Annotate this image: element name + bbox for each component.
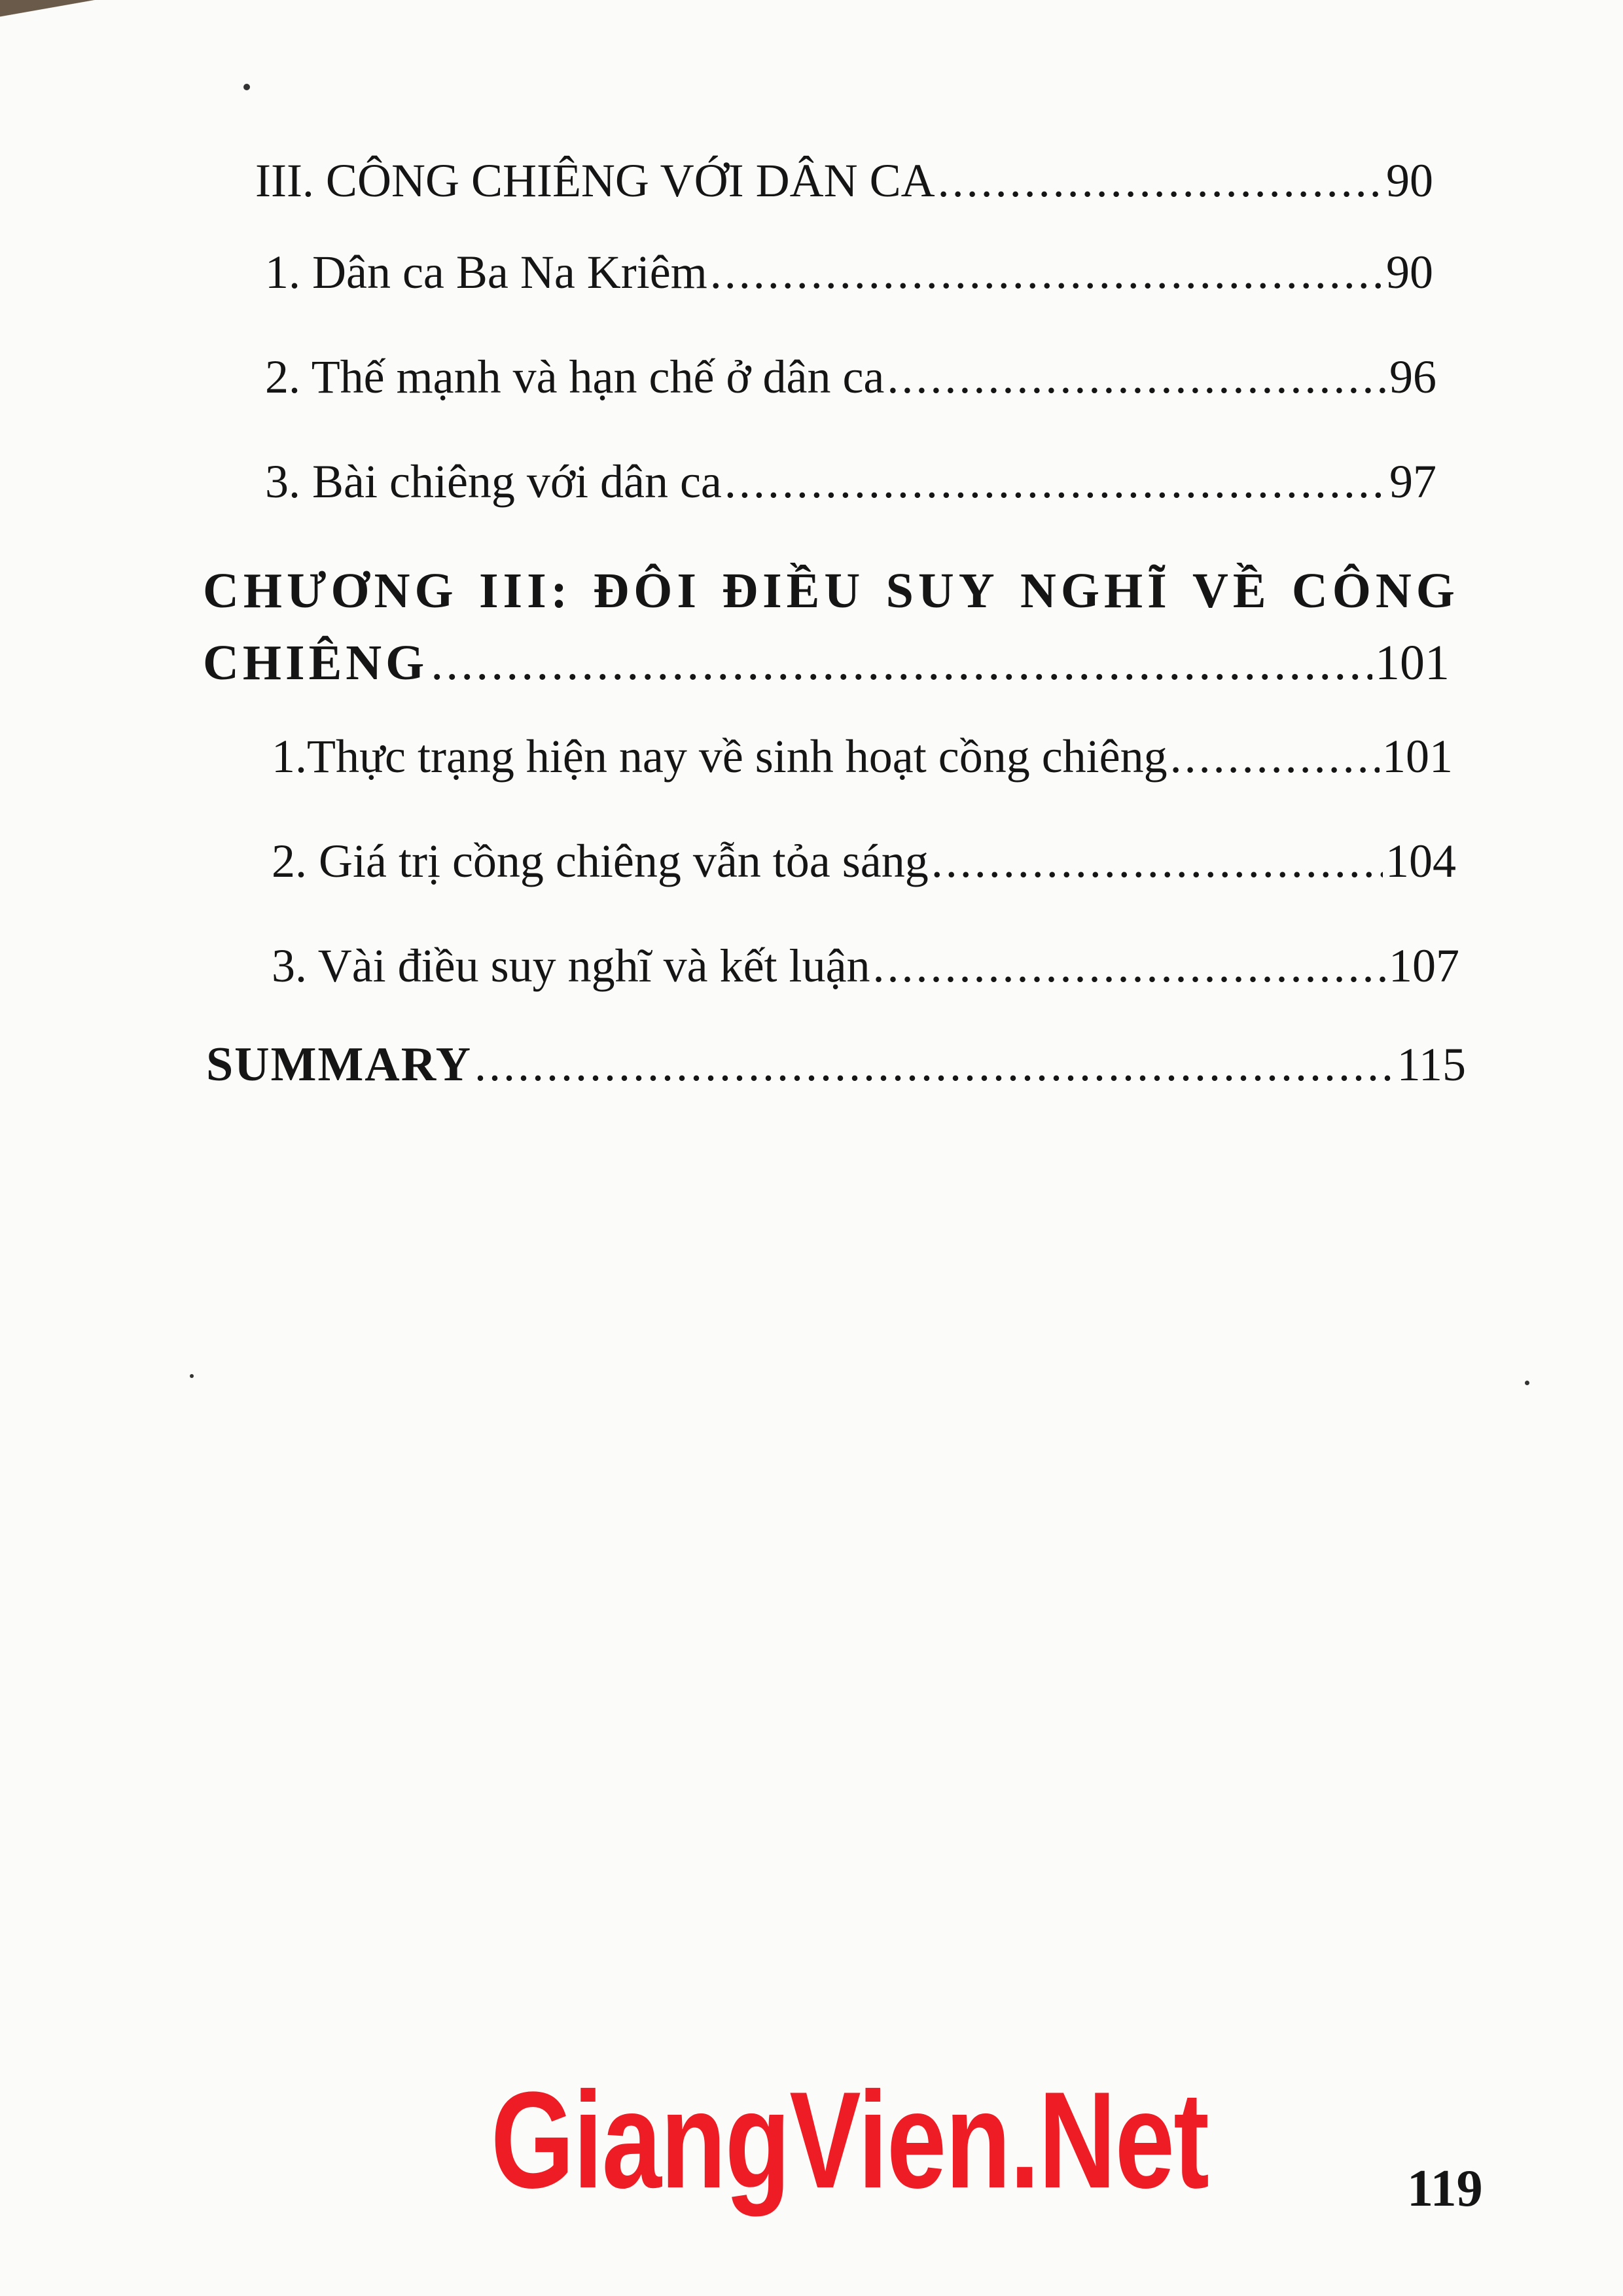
toc-entry-chapter-1[interactable] bbox=[272, 730, 1453, 783]
toc-entry-1[interactable] bbox=[265, 246, 1433, 298]
dot-leader bbox=[873, 942, 1386, 989]
toc-entry-label: 2. Giá trị cồng chiêng vẫn tỏa sáng bbox=[272, 835, 929, 887]
dot-leader bbox=[724, 458, 1387, 505]
page-corner-shadow bbox=[0, 0, 118, 26]
toc-entry-summary[interactable] bbox=[206, 1040, 1466, 1089]
chapter-word: NGHĨ bbox=[1020, 563, 1171, 618]
chapter-word: CHƯƠNG bbox=[203, 563, 458, 618]
stray-dot bbox=[1525, 1381, 1529, 1385]
toc-entry-label: 3. Vài điều suy nghĩ và kết luận bbox=[272, 940, 870, 992]
toc-entry-label: SUMMARY bbox=[206, 1038, 473, 1091]
toc-entry-page: 101 bbox=[1382, 730, 1453, 783]
page-number: 119 bbox=[1407, 2160, 1483, 2217]
stray-dot bbox=[190, 1374, 194, 1378]
chapter-word: ĐIỀU bbox=[722, 563, 865, 618]
dot-leader bbox=[931, 838, 1383, 885]
toc-entry-label: 3. Bài chiêng với dân ca bbox=[265, 455, 722, 508]
toc-entry-page: 96 bbox=[1389, 351, 1436, 403]
chapter-word: ĐÔI bbox=[593, 563, 701, 618]
watermark-logo: GiangVien.Net bbox=[491, 2063, 1209, 2217]
toc-entry-3[interactable] bbox=[265, 455, 1436, 508]
toc-entry-chapter-3[interactable] bbox=[272, 940, 1459, 992]
toc-entry-page: 90 bbox=[1386, 246, 1433, 298]
toc-entry-chapter-iii[interactable] bbox=[203, 635, 1450, 690]
toc-entry-page: 97 bbox=[1389, 455, 1436, 508]
toc-entry-label: 2. Thế mạnh và hạn chế ở dân ca bbox=[265, 351, 885, 403]
chapter-word: III: bbox=[478, 563, 572, 618]
toc-entry-section-iii[interactable] bbox=[255, 154, 1433, 207]
chapter-word: VỀ bbox=[1192, 563, 1271, 618]
dot-leader bbox=[887, 353, 1387, 400]
toc-entry-chapter-2[interactable] bbox=[272, 835, 1456, 887]
toc-entry-page: 101 bbox=[1375, 635, 1450, 690]
toc-entry-page: 107 bbox=[1389, 940, 1459, 992]
dot-leader bbox=[938, 157, 1383, 204]
toc-entry-page: 115 bbox=[1397, 1038, 1466, 1091]
toc-entry-label: III. CÔNG CHIÊNG VỚI DÂN CA bbox=[255, 154, 935, 207]
toc-entry-2[interactable] bbox=[265, 351, 1436, 403]
chapter-heading-line1[interactable] bbox=[203, 563, 1459, 620]
dot-leader bbox=[431, 638, 1372, 688]
stray-dot bbox=[243, 84, 250, 90]
dot-leader bbox=[474, 1041, 1395, 1088]
chapter-word: SUY bbox=[885, 563, 999, 618]
dot-leader bbox=[710, 249, 1383, 296]
chapter-word: CÔNG bbox=[1291, 563, 1459, 618]
toc-entry-label: CHIÊNG bbox=[203, 635, 429, 690]
bleed-through bbox=[196, 1243, 1440, 1282]
toc-entry-page: 104 bbox=[1385, 835, 1456, 887]
toc-entry-label: 1. Dân ca Ba Na Kriêm bbox=[265, 246, 707, 298]
dot-leader bbox=[1170, 733, 1380, 780]
toc-entry-label: 1.Thực trạng hiện nay về sinh hoạt cồng chiêng bbox=[272, 730, 1168, 783]
toc-entry-page: 90 bbox=[1386, 154, 1433, 207]
